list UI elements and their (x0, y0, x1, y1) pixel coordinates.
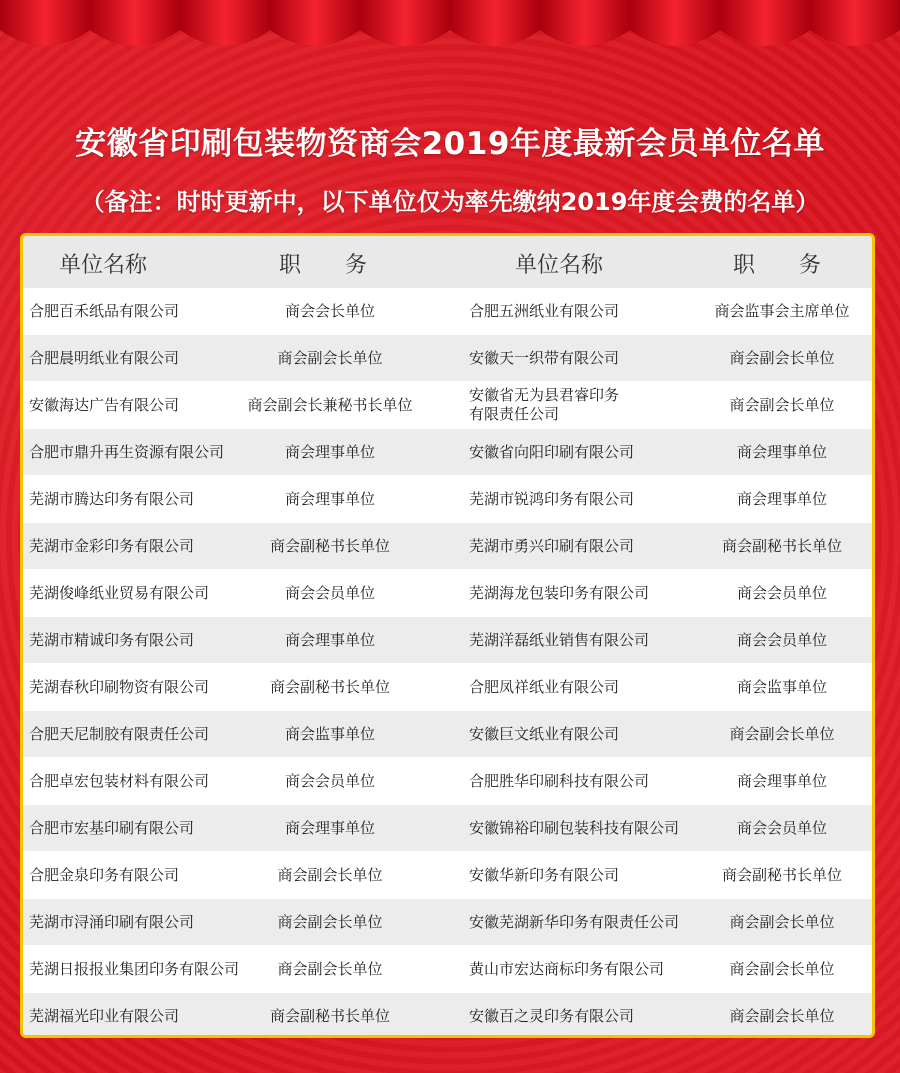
unit-name-right: 合肥胜华印刷科技有限公司 (469, 772, 650, 790)
position-right: 商会会员单位 (736, 631, 827, 649)
unit-name-left: 合肥金泉印务有限公司 (29, 866, 180, 884)
position-left: 商会副会长单位 (277, 866, 383, 884)
position-left: 商会副秘书长单位 (269, 678, 390, 696)
position-right: 商会理事单位 (736, 490, 827, 508)
position-left: 商会理事单位 (284, 819, 375, 837)
page-subtitle: （备注：时时更新中，以下单位仅为率先缴纳2019年度会费的名单） (80, 188, 820, 216)
unit-name-right: 安徽锦裕印刷包装科技有限公司 (469, 819, 680, 837)
position-right: 商会理事单位 (736, 772, 827, 790)
unit-name-right: 安徽省向阳印刷有限公司 (469, 443, 635, 461)
position-right: 商会副会长单位 (729, 349, 835, 367)
unit-name-left: 芜湖市金彩印务有限公司 (29, 537, 195, 555)
unit-name-right: 黄山市宏达商标印务有限公司 (469, 960, 665, 978)
header-position-left: 职 务 (279, 253, 368, 278)
position-left: 商会副会长单位 (277, 960, 383, 978)
position-right: 商会监事会主席单位 (714, 302, 850, 320)
unit-name-right: 芜湖洋磊纸业销售有限公司 (469, 631, 650, 649)
position-left: 商会理事单位 (284, 443, 375, 461)
unit-name-right: 芜湖海龙包装印务有限公司 (469, 584, 650, 602)
unit-name-left: 合肥市宏基印刷有限公司 (29, 819, 195, 837)
table-row (23, 617, 872, 663)
unit-name-left: 芜湖福光印业有限公司 (29, 1007, 180, 1025)
table-row (23, 852, 872, 898)
table-row (23, 335, 872, 381)
table-row (23, 476, 872, 522)
position-left: 商会监事单位 (284, 725, 375, 743)
position-right: 商会副会长单位 (729, 1007, 835, 1025)
unit-name-left: 合肥天尼制胶有限责任公司 (29, 725, 210, 743)
position-left: 商会副会长单位 (277, 349, 383, 367)
member-table (20, 233, 875, 1038)
position-right: 商会副秘书长单位 (721, 866, 842, 884)
position-right: 商会副会长单位 (729, 913, 835, 931)
unit-name-left: 合肥晨明纸业有限公司 (29, 349, 180, 367)
unit-name-right: 安徽天一织带有限公司 (469, 349, 620, 367)
unit-name-right: 安徽华新印务有限公司 (469, 866, 620, 884)
header-unit-name-right: 单位名称 (515, 253, 604, 278)
unit-name-right: 安徽省无为县君睿印务 有限责任公司 (469, 386, 620, 423)
position-right: 商会副会长单位 (729, 725, 835, 743)
header-unit-name-left: 单位名称 (59, 253, 148, 278)
table-row (23, 993, 872, 1038)
header-position-right: 职 务 (733, 253, 822, 278)
unit-name-left: 合肥市鼎升再生资源有限公司 (29, 443, 225, 461)
table-row (23, 946, 872, 992)
unit-name-right: 合肥五洲纸业有限公司 (469, 302, 620, 320)
table-row (23, 288, 872, 334)
unit-name-left: 芜湖日报报业集团印务有限公司 (29, 960, 240, 978)
unit-name-right: 芜湖市勇兴印刷有限公司 (469, 537, 635, 555)
position-left: 商会副秘书长单位 (269, 1007, 390, 1025)
position-left: 商会副会长单位 (277, 913, 383, 931)
position-left: 商会副秘书长单位 (269, 537, 390, 555)
position-left: 商会会长单位 (284, 302, 375, 320)
position-right: 商会监事单位 (736, 678, 827, 696)
unit-name-left: 合肥卓宏包装材料有限公司 (29, 772, 210, 790)
table-row (23, 711, 872, 757)
unit-name-left: 芜湖市腾达印务有限公司 (29, 490, 195, 508)
table-row (23, 758, 872, 804)
position-left: 商会理事单位 (284, 490, 375, 508)
table-row (23, 429, 872, 475)
table-header (23, 236, 872, 288)
table-row (23, 570, 872, 616)
unit-name-left: 芜湖市浔涌印刷有限公司 (29, 913, 195, 931)
position-right: 商会副会长单位 (729, 396, 835, 414)
table-row (23, 664, 872, 710)
table-row (23, 899, 872, 945)
position-left: 商会会员单位 (284, 772, 375, 790)
position-right: 商会理事单位 (736, 443, 827, 461)
unit-name-left: 安徽海达广告有限公司 (29, 396, 180, 414)
curtain-decoration (0, 0, 900, 70)
unit-name-right: 安徽巨文纸业有限公司 (469, 725, 620, 743)
unit-name-right: 合肥凤祥纸业有限公司 (469, 678, 620, 696)
position-left: 商会理事单位 (284, 631, 375, 649)
unit-name-right: 芜湖市锐鸿印务有限公司 (469, 490, 635, 508)
unit-name-left: 芜湖市精诚印务有限公司 (29, 631, 195, 649)
position-left: 商会副会长兼秘书长单位 (247, 396, 413, 414)
unit-name-right: 安徽芜湖新华印务有限责任公司 (469, 913, 680, 931)
position-right: 商会会员单位 (736, 584, 827, 602)
page-title: 安徽省印刷包装物资商会2019年度最新会员单位名单 (75, 126, 825, 162)
position-right: 商会副会长单位 (729, 960, 835, 978)
table-row (23, 382, 872, 428)
unit-name-left: 合肥百禾纸品有限公司 (29, 302, 180, 320)
unit-name-left: 芜湖春秋印刷物资有限公司 (29, 678, 210, 696)
unit-name-right: 安徽百之灵印务有限公司 (469, 1007, 635, 1025)
table-row (23, 523, 872, 569)
position-right: 商会副秘书长单位 (721, 537, 842, 555)
unit-name-left: 芜湖俊峰纸业贸易有限公司 (29, 584, 210, 602)
position-left: 商会会员单位 (284, 584, 375, 602)
table-row (23, 805, 872, 851)
position-right: 商会会员单位 (736, 819, 827, 837)
